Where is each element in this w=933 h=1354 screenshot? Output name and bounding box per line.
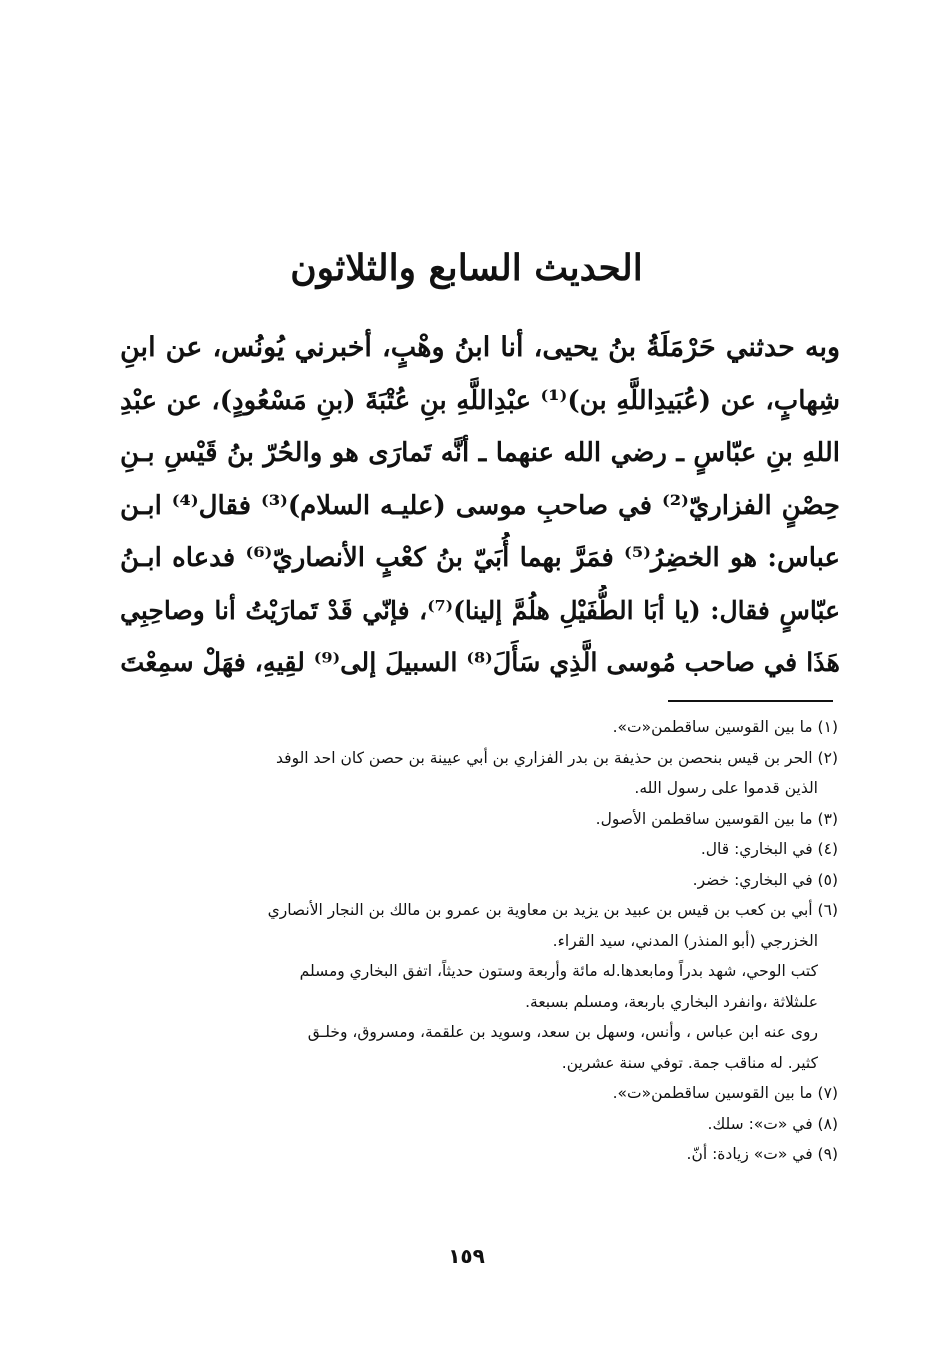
footnote-number: (٥) xyxy=(817,870,838,889)
footnote-text: الذين قدموا على رسول الله. xyxy=(634,779,818,797)
footnote xyxy=(133,743,838,804)
body-line: عباس: هو الخضِرُ⁽⁵⁾ فمَرَّ بهما أُبَيّ بنُ كعْبٍ الأنصاريّ⁽⁶⁾ فدعاه ابـنُ xyxy=(120,543,840,573)
footnote-number: (٦) xyxy=(817,901,838,919)
footnote-text: الحر بن قيس بنحصن بن حذيفة بن بدر الفزاري بن أبي عيينة بن حصن كان احد الوفد xyxy=(276,748,813,767)
footnote xyxy=(133,1078,838,1109)
page-number: ١٥٩ xyxy=(448,1244,485,1268)
footnotes xyxy=(133,712,838,1170)
footnote-number: (٢) xyxy=(817,748,838,767)
footnote-number: (١) xyxy=(817,718,838,736)
footnote-text: ما بين القوسين ساقطمن الأصول. xyxy=(595,809,813,828)
footnote-text: علىثلاثة ،وانفرد البخاري باربعة، ومسلم بسبعة. xyxy=(525,992,818,1011)
footnote-text: ما بين القوسين ساقطمن«ت». xyxy=(612,718,813,736)
footnote-number: (٣) xyxy=(817,809,838,828)
footnote-text: الخزرجي (أبو المنذر) المدني، سيد القراء. xyxy=(552,931,818,950)
footnote-text: في البخاري: خضر. xyxy=(692,870,813,889)
hadith-title: الحديث السابع والثلاثون xyxy=(290,247,643,289)
footnote-text: أبي بن كعب بن قيس بن عبيد بن يزيد بن معاوية بن عمرو بن مالك بن النجار الأنصاري xyxy=(267,901,813,919)
footnote xyxy=(133,804,838,835)
footnote xyxy=(133,1109,838,1140)
footnote xyxy=(133,895,838,1078)
footnote xyxy=(133,865,838,896)
footnote-text: في «ت»: سلك. xyxy=(707,1114,813,1133)
footnote-text: في البخاري: قال. xyxy=(700,840,813,858)
hadith-body xyxy=(120,322,840,690)
body-line: اللهِ بنِ عبّاسٍ ـ رضي الله عنهما ـ أنَّه تَمارَى هو والحُرّ بنُ قَيْسِ بـنِ xyxy=(120,438,840,468)
body-line: شِهابٍ، عن (عُبَيدِاللَّهِ بن)⁽¹⁾ عبْدِاللَّهِ بنِ عُتْبَةَ (بنِ مَسْعُودٍ)، عن عبْدِ xyxy=(120,385,840,416)
footnote xyxy=(133,834,838,865)
footnote-divider xyxy=(668,700,833,702)
body-line: عبّاسٍ فقال: (يا أبَا الطُّفَيْلِ هلُمَّ إلينا)⁽⁷⁾، فإنّي قَدْ تَمارَيْتُ أنا وصاحِبِي xyxy=(120,595,840,625)
footnote-text: كتب الوحي، شهد بدراً ومابعدها.له مائة وأربعة وستون حديثاً، اتفق البخاري ومسلم xyxy=(299,962,818,980)
footnote xyxy=(133,1139,838,1170)
footnote-number: (٤) xyxy=(817,840,838,858)
footnote-number: (٩) xyxy=(817,1145,838,1163)
body-line: وبه حدثني حَرْمَلَةُ بنُ يحيى، أنا ابنُ وهْبٍ، أخبرني يُونُس، عن ابنِ xyxy=(120,332,840,363)
footnote-text: في «ت» زيادة: أنّ. xyxy=(686,1145,813,1163)
footnote-text: كثير. له مناقب جمة. توفي سنة عشرين. xyxy=(561,1053,818,1072)
footnote xyxy=(133,712,838,743)
footnote-number: (٧) xyxy=(817,1084,838,1102)
footnote-text: ما بين القوسين ساقطمن«ت». xyxy=(612,1084,813,1102)
body-line: حِصْنٍ الفزاريّ⁽²⁾ في صاحبِ موسى (عليـه السلام)⁽³⁾ فقال⁽⁴⁾ ابـن xyxy=(120,490,840,521)
footnote-text: روى عنه ابن عباس ، وأنس، وسهل بن سعد، وسويد بن علقمة، ومسروق، وخلـق xyxy=(307,1023,818,1041)
body-line: هَذَا في صاحب مُوسى الَّذِي سَأَلَ⁽⁸⁾ السبيلَ إلى⁽⁹⁾ لقِيهِ، فهَلْ سمِعْتَ xyxy=(120,648,840,678)
footnote-number: (٨) xyxy=(817,1114,838,1133)
